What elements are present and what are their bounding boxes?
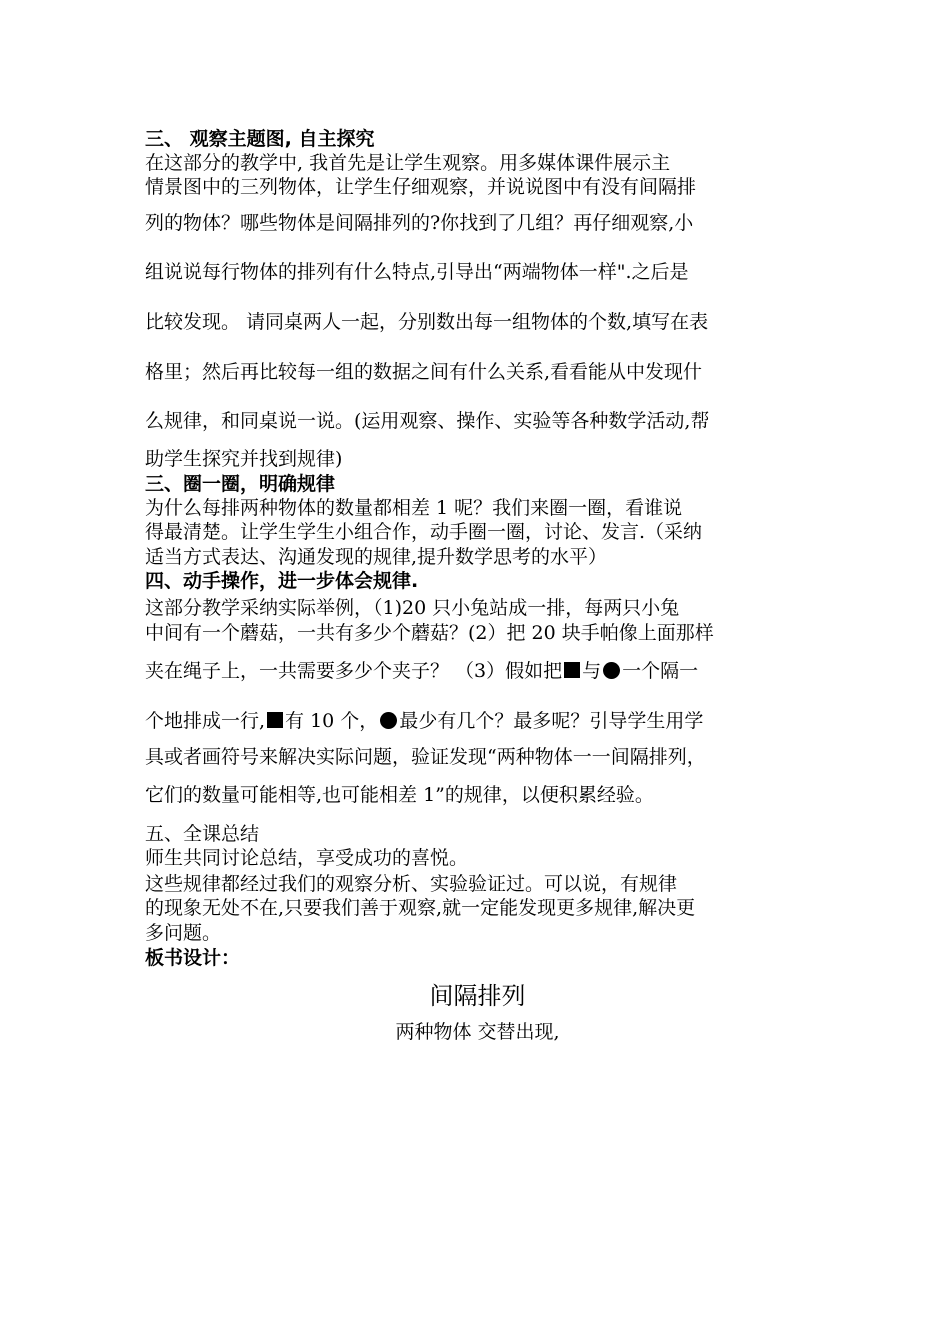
section-heading-observe: 三、 观察主题图, 自主探究 xyxy=(145,128,375,150)
paragraph-line: 格里；然后再比较每一组的数据之间有什么关系,看看能从中发现什 xyxy=(145,361,703,383)
paragraph-line: 助学生探究并找到规律) xyxy=(145,448,343,470)
section-heading-summary: 五、全课总结 xyxy=(145,823,260,845)
paragraph-line: 这些规律都经过我们的观察分析、实验验证过。可以说，有规律 xyxy=(145,873,678,895)
board-design-heading: 板书设计： xyxy=(145,947,241,969)
black-circle-symbol xyxy=(603,662,620,679)
black-square-symbol xyxy=(564,662,580,678)
paragraph-line xyxy=(145,710,703,732)
section-heading-circle: 三、圈一圈，明确规律 xyxy=(145,473,336,495)
section-heading-operate: 四、动手操作，进一步体会规律. xyxy=(145,570,419,592)
paragraph-line: 为什么每排两种物体的数量都相差 1 呢？我们来圈一圈，看谁说 xyxy=(145,497,683,519)
paragraph-line: 多问题。 xyxy=(145,922,222,944)
text-segment: 夹在绳子上，一共需要多少个夹子？ （3）假如把 xyxy=(145,660,563,682)
paragraph-line: 得最清楚。让学生学生小组合作，动手圈一圈，讨论、发言.（采纳 xyxy=(145,521,703,543)
paragraph-line: 具或者画符号来解决实际问题，验证发现“两种物体一一间隔排列， xyxy=(145,746,706,768)
paragraph-line: 师生共同讨论总结，享受成功的喜悦。 xyxy=(145,847,469,869)
black-square-symbol xyxy=(267,712,283,728)
text-segment: 有 10 个， xyxy=(285,710,379,732)
paragraph-line: 在这部分的教学中, 我首先是让学生观察。用多媒体课件展示主 xyxy=(145,152,671,174)
paragraph-line: 么规律，和同桌说一说。(运用观察、操作、实验等各种数学活动,帮 xyxy=(145,410,710,432)
paragraph-line: 组说说每行物体的排列有什么特点,引导出“两端物体一样".之后是 xyxy=(145,261,689,283)
paragraph-line: 适当方式表达、沟通发现的规律,提升数学思考的水平） xyxy=(145,546,608,568)
paragraph-line: 这部分教学采纳实际举例，（1)20 只小兔站成一排，每两只小兔 xyxy=(145,597,680,619)
text-segment: 与 xyxy=(582,660,602,682)
black-circle-symbol xyxy=(380,712,397,729)
paragraph-line: 它们的数量可能相等,也可能相差 1”的规律，以便积累经验。 xyxy=(145,784,654,806)
paragraph-line: 中间有一个蘑菇，一共有多少个蘑菇？(2）把 20 块手帕像上面那样 xyxy=(145,622,714,644)
board-title: 间隔排列 xyxy=(429,982,526,1010)
text-segment: 个地排成一行, xyxy=(145,710,266,732)
text-segment: 一个隔一 xyxy=(622,660,699,682)
paragraph-line: 比较发现。 请同桌两人一起，分别数出每一组物体的个数,填写在表 xyxy=(145,311,709,333)
paragraph-line: 情景图中的三列物体，让学生仔细观察，并说说图中有没有间隔排 xyxy=(145,176,697,198)
board-subtitle: 两种物体 交替出现, xyxy=(395,1021,560,1043)
paragraph-line: 的现象无处不在,只要我们善于观察,就一定能发现更多规律,解决更 xyxy=(145,897,696,919)
paragraph-line: 列的物体？哪些物体是间隔排列的?你找到了几组？再仔细观察,小 xyxy=(145,212,694,234)
text-segment: 最少有几个？最多呢？引导学生用学 xyxy=(399,710,704,732)
paragraph-line xyxy=(145,660,698,682)
